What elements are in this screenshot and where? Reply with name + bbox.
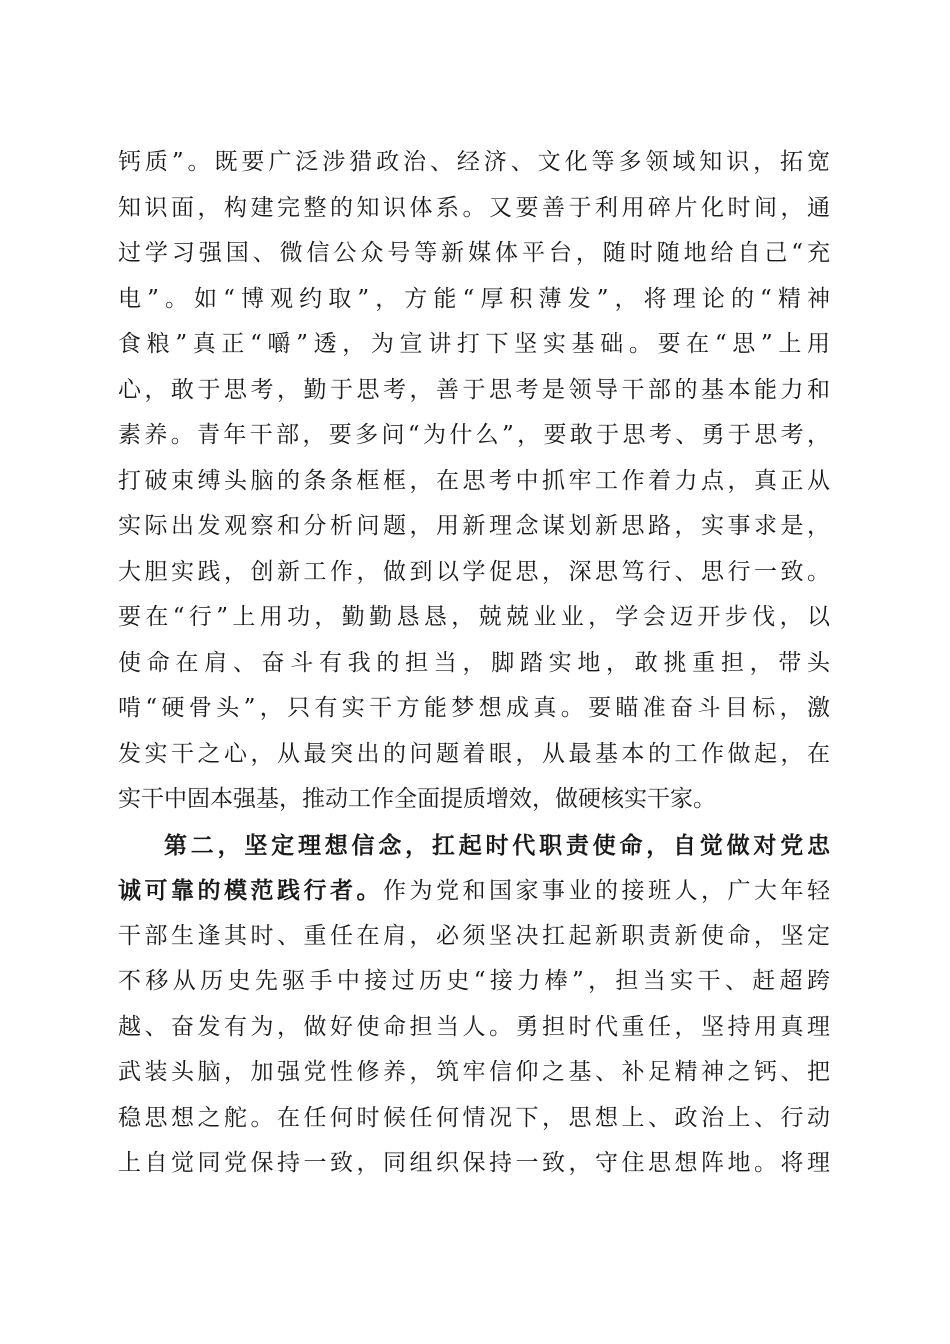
text-line: 发实干之心，从最突出的问题着眼，从最基本的工作做起，在 [118,740,830,767]
text-line: 电”。如“博观约取”，方能“厚积薄发”，将理论的“精神 [118,285,830,312]
text-line: 要在“行”上用功，勤勤恳恳，兢兢业业，学会迈开步伐，以 [118,604,830,630]
text-line: 心，敢于思考，勤于思考，善于思考是领导干部的基本能力和 [118,376,830,403]
text-line: 知识面，构建完整的知识体系。又要善于利用碎片化时间，通 [118,194,830,221]
paragraph-1 [118,140,830,823]
text-line: 实际出发观察和分析问题，用新理念谋划新思路，实事求是， [118,513,830,539]
text-span: 作为党和国家事业的接班人，广大年轻 [383,878,830,904]
text-line: 素养。青年干部，要多问“为什么”，要敢于思考、勇于思考， [118,422,830,448]
text-line: 过学习强国、微信公众号等新媒体平台，随时随地给自己“充 [118,240,830,266]
text-line: 武装头脑，加强党性修养，筑牢信仰之基、补足精神之钙、把 [118,1059,830,1085]
text-line: 越、奋发有为，做好使命担当人。勇担时代重任，坚持用真理 [118,1013,830,1040]
text-line: 食粮”真正“嚼”透，为宣讲打下坚实基础。要在“思”上用 [118,331,830,357]
text-line: 不移从历史先驱手中接过历史“接力棒”，担当实干、赶超跨 [118,968,830,994]
paragraph-2 [118,823,830,1187]
text-line: 实干中固本强基，推动工作全面提质增效，做硬核实干家。 [118,786,716,812]
text-line: 钙质”。既要广泛涉猎政治、经济、文化等多领域知识，拓宽 [118,149,830,175]
text-line: 使命在肩、奋斗有我的担当，脚踏实地，敢挑重担，带头 [118,649,830,676]
text-line [118,868,830,914]
text-line: 上自觉同党保持一致，同组织保持一致，守住思想阵地。将理 [118,1150,830,1176]
text-line: 稳思想之舵。在任何时候任何情况下，思想上、政治上、行动 [118,1104,830,1131]
document-body [118,140,830,1187]
section-heading-line: 第二，坚定理想信念，扛起时代职责使命，自觉做对党忠 [164,831,830,859]
text-line: 打破束缚头脑的条条框框，在思考中抓牢工作着力点，真正从 [118,467,830,494]
text-line: 啃“硬骨头”，只有实干方能梦想成真。要瞄准奋斗目标，激 [118,695,830,721]
section-heading-end: 诚可靠的模范践行者。 [118,877,383,904]
text-line: 干部生逢其时、重任在肩，必须坚决扛起新职责新使命，坚定 [118,922,830,949]
text-line: 大胆实践，创新工作，做到以学促思，深思笃行、思行一致。 [118,558,830,585]
